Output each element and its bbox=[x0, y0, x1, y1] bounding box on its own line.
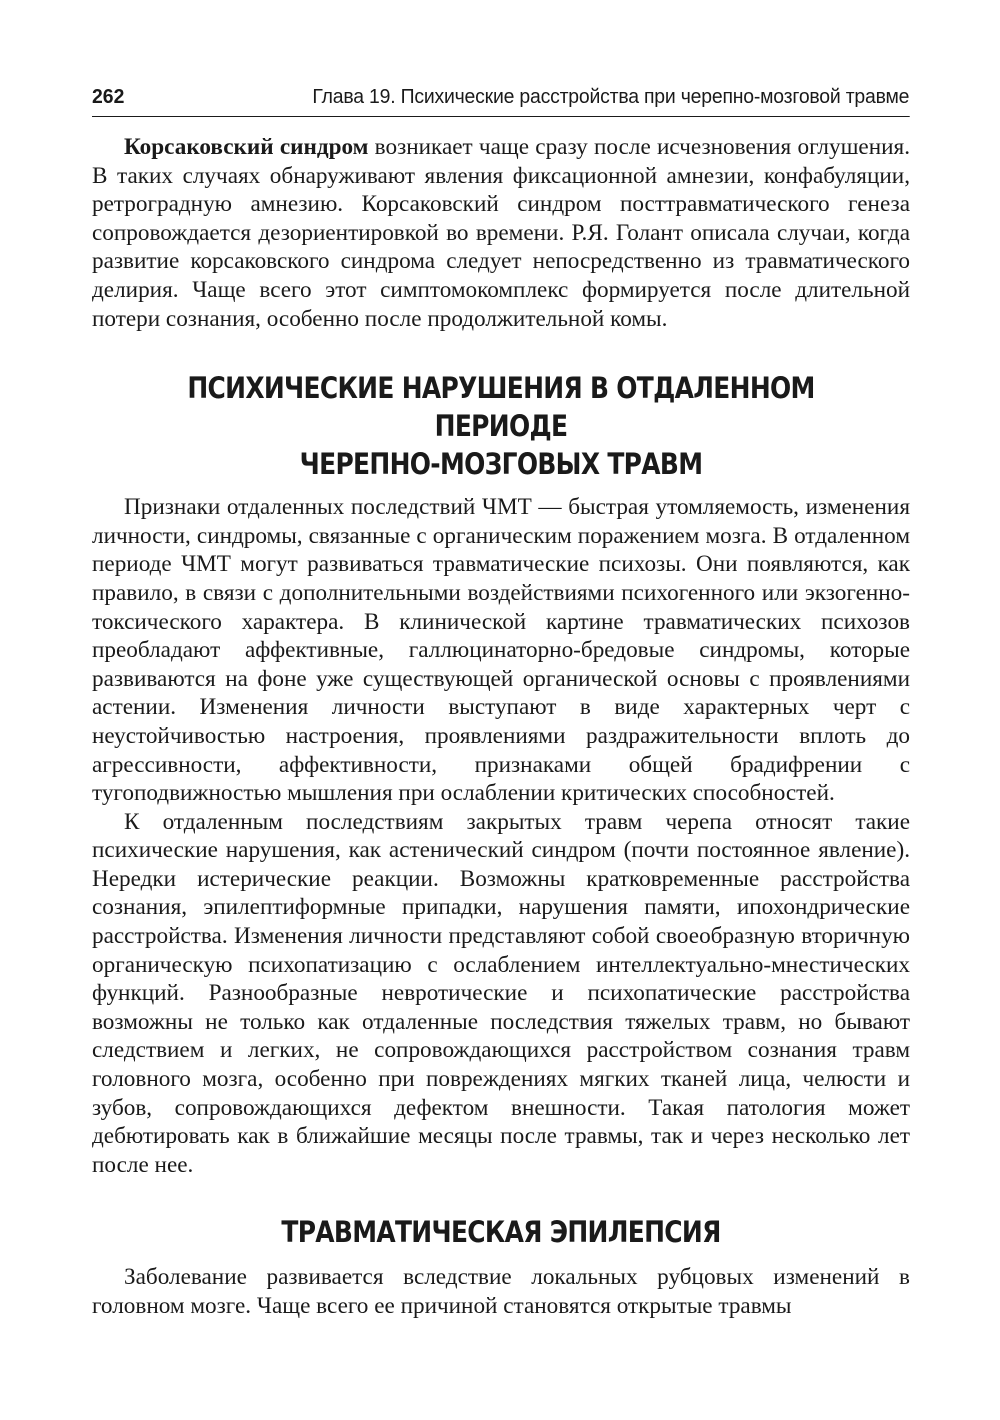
page bbox=[92, 84, 910, 1321]
paragraph-closed-trauma: К отдаленным последствиям закрытых травм черепа относят такие психические нарушения, как астенический синдром (почти постоянное явление). Нередки истерические реакции. Возможны кратковременные расстройства сознания, эпилептиформные припадки, нарушения памяти, ипохондрические расстройства. Изменения личности представляют собой своеобразную вторичную органическую психопатизацию с ослаблением интеллектуально-мнестических функций. Разнообразные невротические и психопатические расстройства возможны не только как отдаленные последствия тяжелых травм, но бывают следствием и легких, не сопровождающихся расстройством сознания травм головного мозга, особенно при повреждениях мягких тканей лица, челюсти и зубов, сопровождающихся дефектом внешности. Такая патология может дебютировать как в ближайшие месяцы после травмы, так и через несколько лет после нее. bbox=[92, 808, 910, 1178]
running-header bbox=[92, 84, 909, 117]
paragraph-korsakov-text: возникает чаще сразу после исчезновения оглушения. В таких случаях обнаруживают явления фиксационной амнезии, конфабуляции, ретроградную амнезию. Корсаковский синдром посттравматического генеза сопровождается дезориентировкой во времени. Р.Я. Голант описала случаи, когда развитие корсаковского синдрома следует непосредственно из травматического делирия. Чаще всего этот симптомокомплекс формируется после длительной потери сознания, особенно после продолжительной комы. bbox=[92, 134, 910, 332]
paragraph-korsakov bbox=[92, 133, 910, 333]
section-heading-line-1: ПСИХИЧЕСКИЕ НАРУШЕНИЯ В ОТДАЛЕННОМ ПЕРИОДЕ bbox=[187, 371, 815, 444]
section-heading-line-2: ЧЕРЕПНО-МОЗГОВЫХ ТРАВМ bbox=[299, 447, 703, 482]
section-heading-remote-period bbox=[149, 369, 852, 483]
section-heading-epilepsy: ТРАВМАТИЧЕСКАЯ ЭПИЛЕПСИЯ bbox=[281, 1215, 721, 1250]
chapter-title: Глава 19. Психические расстройства при черепно-мозговой травме bbox=[312, 86, 910, 108]
paragraph-epilepsy: Заболевание развивается вследствие локальных рубцовых изменений в головном мозге. Чаще всего ее причиной становятся открытые травмы bbox=[92, 1264, 910, 1319]
paragraph-remote-signs: Признаки отдаленных последствий ЧМТ — быстрая утомляемость, изменения личности, синдромы, связанные с органическим поражением мозга. В отдаленном периоде ЧМТ могут развиваться травматические психозы. Они появляются, как правило, в связи с дополнительными воздействиями психогенного или экзогенно-токсического характера. В клинической картине травматических психозов преобладают аффективные, галлюцинаторно-бредовые синдромы, которые развиваются на фоне уже существующей органической основы с проявлениями астении. Изменения личности выступают в виде характерных черт с неустойчивостью настроения, проявлениями раздражительности вплоть до агрессивности, аффективности, признаками общей брадифрении с тугоподвижностью мышления при ослаблении критических способностей. bbox=[92, 494, 910, 807]
page-number: 262 bbox=[92, 86, 125, 108]
term-korsakov-syndrome: Корсаковский синдром bbox=[124, 134, 369, 160]
